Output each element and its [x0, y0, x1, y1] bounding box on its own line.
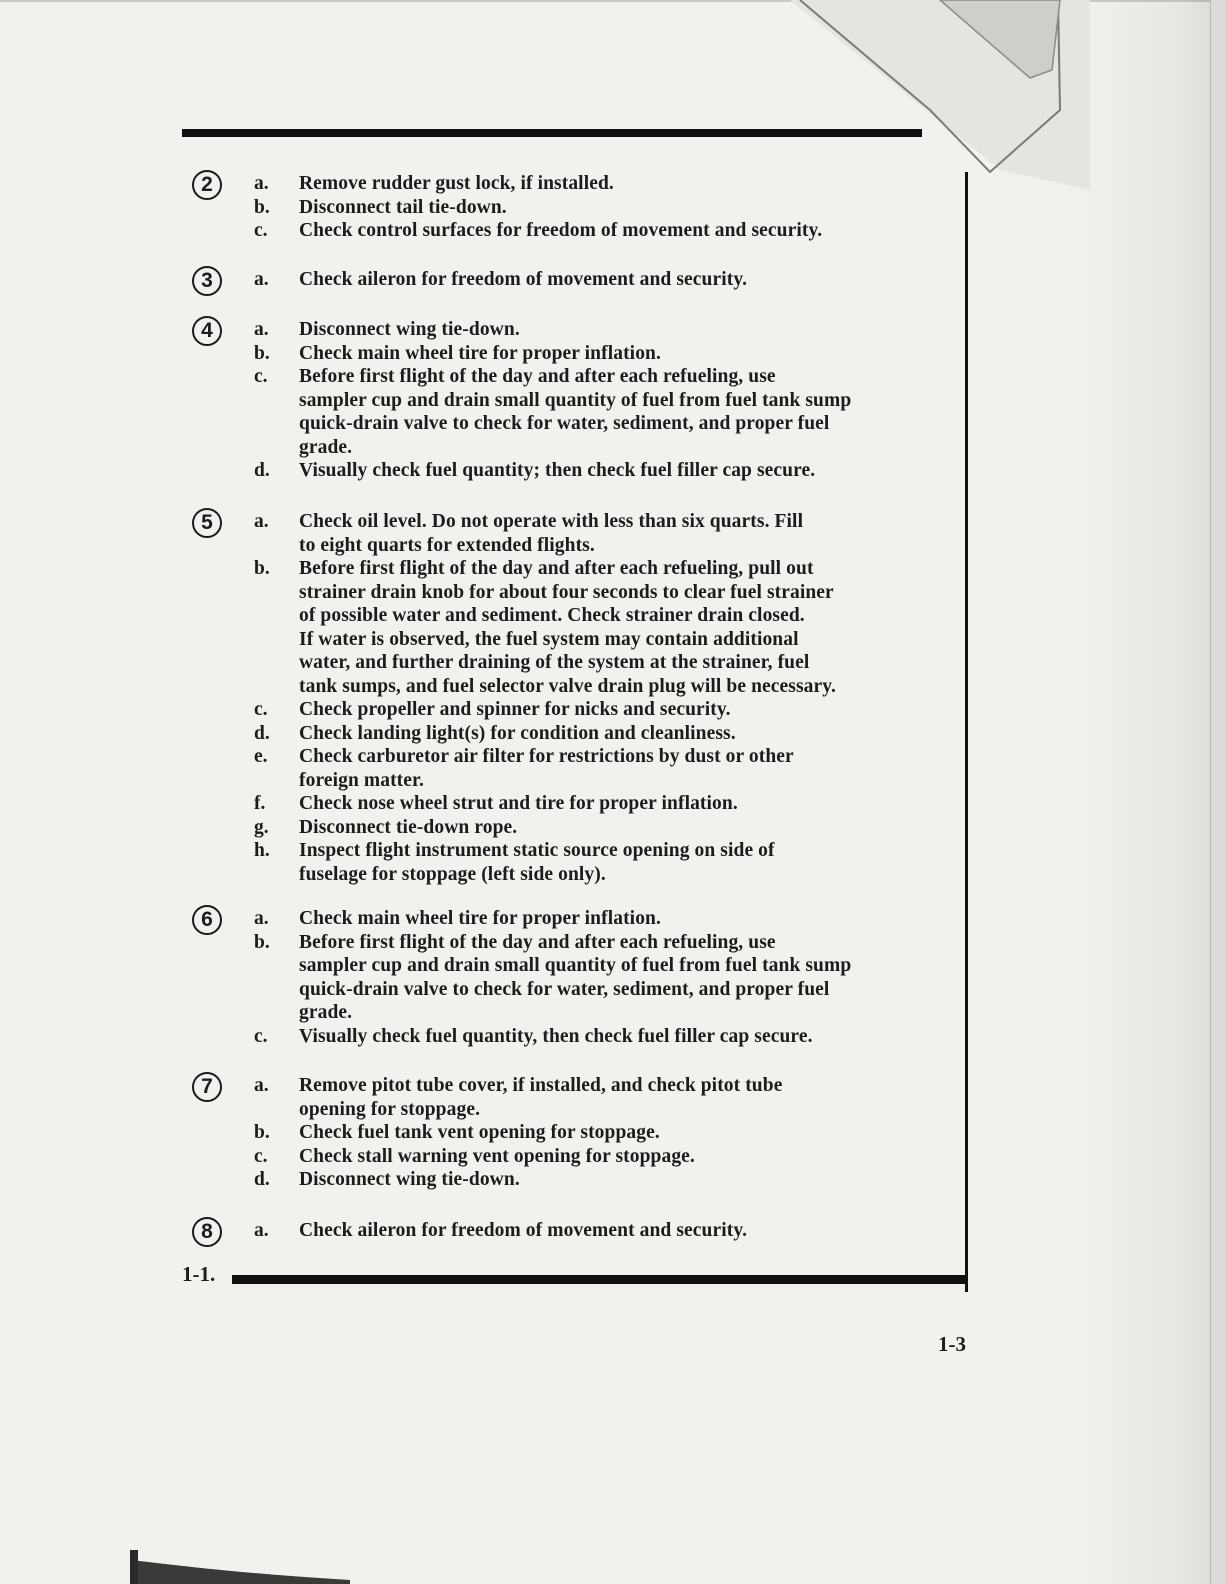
list-item: a. Check main wheel tire for proper inflation. — [254, 908, 661, 929]
list-item: d. Visually check fuel quantity; then check fuel filler cap secure. — [254, 460, 816, 481]
step-number-circle: 5 — [192, 508, 222, 538]
list-item: e. Check carburetor air filter for restrictions by dust or other foreign matter. — [254, 746, 794, 791]
step-number-circle: 2 — [192, 170, 222, 200]
list-item: d. Disconnect wing tie-down. — [254, 1169, 520, 1190]
list-item: a. Check oil level. Do not operate with less than six quarts. Fill to eight quarts for extended flights. — [254, 511, 804, 556]
list-item: f. Check nose wheel strut and tire for proper inflation. — [254, 793, 738, 814]
list-item: a. Remove pitot tube cover, if installed, and check pitot tube opening for stoppage. — [254, 1075, 783, 1120]
figure-label: 1-1. — [182, 1262, 216, 1286]
list-item: b. Before first flight of the day and after each refueling, use sampler cup and drain small quantity of fuel from fuel tank sump quick-drain valve to check for water, sediment, and proper fuel grade. — [254, 931, 852, 1023]
step-number-circle: 8 — [192, 1217, 222, 1247]
folded-corner — [790, 0, 1090, 190]
step-number-circle: 4 — [192, 316, 222, 346]
page-shadow — [1065, 0, 1225, 1584]
step-number-circle: 3 — [192, 266, 222, 296]
scan-smudge — [130, 1550, 350, 1584]
page-number: 1-3 — [938, 1332, 966, 1356]
list-item: a. Disconnect wing tie-down. — [254, 319, 520, 340]
list-item: c. Check control surfaces for freedom of movement and security. — [254, 220, 823, 241]
step-number-circle: 7 — [192, 1072, 222, 1102]
list-item: c. Before first flight of the day and after each refueling, use sampler cup and drain small quantity of fuel from fuel tank sump quick-drain valve to check for water, sediment, and proper fuel grade. — [254, 366, 852, 458]
list-item: c. Check stall warning vent opening for stoppage. — [254, 1145, 695, 1167]
list-item: a. Remove rudder gust lock, if installed. — [254, 173, 614, 194]
scan-right-edge — [1210, 0, 1225, 1584]
list-item: d. Check landing light(s) for condition and cleanliness. — [254, 722, 736, 744]
list-item: b. Check fuel tank vent opening for stoppage. — [254, 1122, 660, 1143]
list-item: b. Before first flight of the day and after each refueling, pull out strainer drain knob for about four seconds to clear fuel strainer of possible water and sediment. Check strainer drain closed. If water is observed, the fuel system may contain additional water, and further draining of the system at the strainer, fuel tank sumps, and fuel selector valve drain plug will be necessary. — [254, 558, 837, 697]
list-item: a. Check aileron for freedom of movement and security. — [254, 1220, 748, 1241]
list-item: b. Check main wheel tire for proper inflation. — [254, 342, 661, 364]
list-item: c. Check propeller and spinner for nicks and security. — [254, 699, 731, 720]
list-item: a. Check aileron for freedom of movement and security. — [254, 269, 748, 290]
step-number-circle: 6 — [192, 905, 222, 935]
list-item: b. Disconnect tail tie-down. — [254, 196, 507, 218]
list-item: h. Inspect flight instrument static source opening on side of fuselage for stoppage (left side only). — [254, 840, 775, 885]
frame-bottom-rule — [232, 1275, 968, 1284]
list-item: g. Disconnect tie-down rope. — [254, 816, 518, 838]
frame-top-rule — [182, 129, 922, 137]
list-item: c. Visually check fuel quantity, then check fuel filler cap secure. — [254, 1025, 813, 1047]
